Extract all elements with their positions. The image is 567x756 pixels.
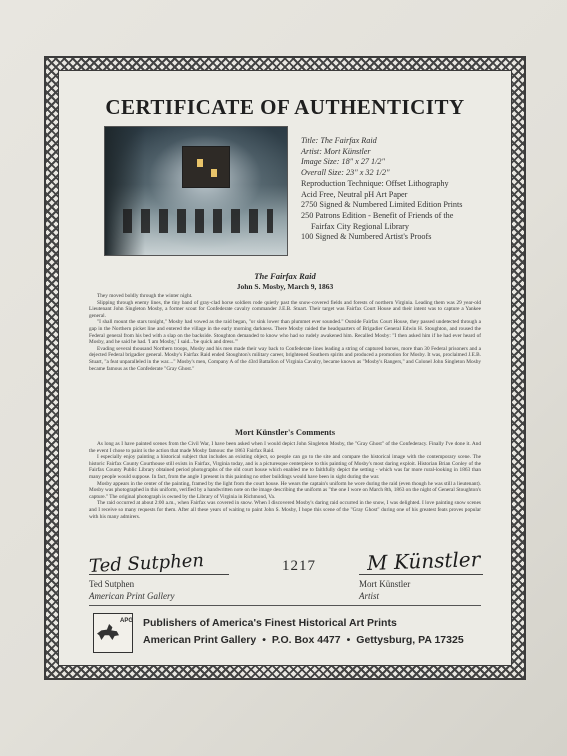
comments-paragraph: The raid occurred at about 2:00 a.m., when Fairfax was covered in snow. When I discovered Mosby's daring raid occurred in the snow, I was delighted. I love painting snow scenes and I receive so many requests for them. After all these years of waiting to paint John S. Mosby, I hope this scene of the "Gray Ghost" during one of his greatest feats proves popular with his many admirers.	[89, 500, 481, 520]
comments-title: Mort Künstler's Comments	[234, 427, 336, 437]
publisher-role: American Print Gallery	[89, 591, 175, 601]
comments-paragraph: As long as I have painted scenes from the Civil War, I have been asked when I would depict John Singleton Mosby, the "Gray Ghost" of the Confederacy. Finally I've done it. And the event I chose to paint is the action that made Mosby famous: the 1863 Fairfax Raid.	[89, 441, 481, 454]
spec-edition-patrons-cont: Fairfax City Regional Library	[311, 221, 409, 231]
publisher-name-block	[89, 578, 174, 602]
story-title: The Fairfax Raid	[254, 271, 316, 281]
footer-divider	[89, 605, 481, 606]
story-paragraph: They moved boldly through the winter night.	[97, 293, 193, 299]
bullet-separator: •	[262, 634, 266, 646]
apg-logo-text: APG	[120, 618, 134, 624]
story-paragraph: "I shall mount the stars tonight," Mosby had vowed as the raid began, "or sink lower than plummet ever sounded." Outside Fairfax Court House, they passed undetected through a gap in the Northern picket line and entered the village in the early morning darkness. There Mosby raided the headquarters of Brigadier General Edwin H. Stoughton, and roused the Federal general from his bed with a slap on the backside. Stoughton demanded to know who had so rudely awakened him. Recalled Mosby: "I then asked him if he had ever heard of Mosby, and he said he had. 'I am Mosby,' I said...'be quick and dress.'"	[89, 319, 481, 346]
story-paragraph: Evading several thousand Northern troops, Mosby and his men made their way back to Confederate lines leading a string of captured horses, more than 30 Federal prisoners and a dejected Federal brigadier general. Mosby's Fairfax Raid ended Stoughton's military career, brightened Southern spirits and produced a promotion for Mosby. It was, proclaimed J.E.B. Stuart, "a feat unparalleled in the war...." Mosby's men, Company A of the 43rd Battalion of Virginia Cavalry, became known as "Mosby's Rangers," and Colonel John Singleton Mosby became famous as the Confederate "Gray Ghost."	[89, 345, 481, 372]
artist-name-block	[359, 578, 410, 602]
gallery-name: American Print Gallery	[143, 634, 257, 646]
story-text	[89, 293, 481, 372]
spec-image-size: Image Size: 18" x 27 1/2"	[301, 157, 385, 167]
horse-rider-icon	[97, 624, 119, 640]
spec-edition-signed: 2750 Signed & Numbered Limited Edition Prints	[301, 200, 463, 210]
painting-image	[104, 126, 288, 256]
publisher-signature: Ted Sutphen	[88, 550, 205, 577]
spec-title: Title: The Fairfax Raid	[301, 136, 377, 145]
publisher-signature-line	[89, 574, 229, 575]
story-subtitle: John S. Mosby, March 9, 1863	[236, 282, 334, 291]
artist-signature: M Künstler	[366, 547, 481, 575]
publisher-name: Ted Sutphen	[89, 579, 135, 589]
painting-trees	[105, 127, 145, 255]
certificate-title: CERTIFICATE OF AUTHENTICITY	[105, 95, 465, 119]
spec-edition-patrons: 250 Patrons Edition - Benefit of Friends of the	[301, 210, 454, 220]
print-specifications	[301, 136, 501, 243]
edition-number: 1217	[282, 558, 316, 574]
spec-technique: Reproduction Technique: Offset Lithography	[301, 178, 449, 188]
story-paragraph: Slipping through enemy lines, the tiny band of gray-clad horse soldiers rode quietly past the snow-covered fields and forests of northern Virginia. Leading them was 29 year-old Lieutenant John Singleton Mosby, a former scout for Confederate cavalry commander J.E.B. Stuart. Their target was Fairfax Court House and their intent was to capture a Yankee general.	[89, 299, 481, 319]
spec-paper: Acid Free, Neutral pH Art Paper	[301, 189, 408, 199]
po-box: P.O. Box 4477	[271, 634, 341, 646]
spec-overall-size: Overall Size: 23" x 32 1/2"	[301, 168, 390, 178]
city-state-zip: Gettysburg, PA 17325	[356, 634, 464, 646]
comments-paragraph: Mosby appears in the center of the painting, framed by the light from the court house. He wears the captain's uniform he wore during the raid (even though he was still a lieutenant). Mosby was photographed in this uniform, verified by a handwritten note on the image describing the uniform as "the one I wore on March 8th, 1863 on the night of General Stoughton's capture." The original photograph is owned by the Library of Virginia in Richmond, Va.	[89, 480, 481, 500]
publisher-address	[143, 634, 470, 646]
spec-artist: Artist: Mort Künstler	[301, 146, 371, 156]
painting-courthouse	[183, 147, 229, 187]
decorative-border	[44, 56, 526, 680]
artist-role: Artist	[359, 591, 380, 601]
artist-name: Mort Künstler	[359, 579, 411, 589]
apg-logo	[93, 613, 133, 653]
publisher-tagline: Publishers of America's Finest Historical Art Prints	[143, 617, 397, 629]
artist-signature-line	[359, 574, 483, 575]
certificate-body	[58, 70, 512, 666]
painting-riders	[123, 209, 273, 233]
spec-edition-proofs: 100 Signed & Numbered Artist's Proofs	[301, 232, 432, 242]
comments-text	[89, 441, 481, 520]
bullet-separator: •	[346, 634, 351, 646]
comments-paragraph: I especially enjoy painting a historical subject that includes an existing object, so people can go to the site and compare the historical image with the contemporary scene. The historic Fairfax County Courthouse still exists in Fairfax, Virginia today, and is a picturesque centerpiece to this painting of Mosby's most daring exploit. Historian Brian Conley of the Fairfax County Public Library obtained period photographs of the old court house which enabled me to faithfully depict the setting - which was far more rural-looking in 1863 than many people would suppose. In fact, from the angle I present in this painting no other buildings would have been in sight during the war.	[89, 454, 481, 480]
